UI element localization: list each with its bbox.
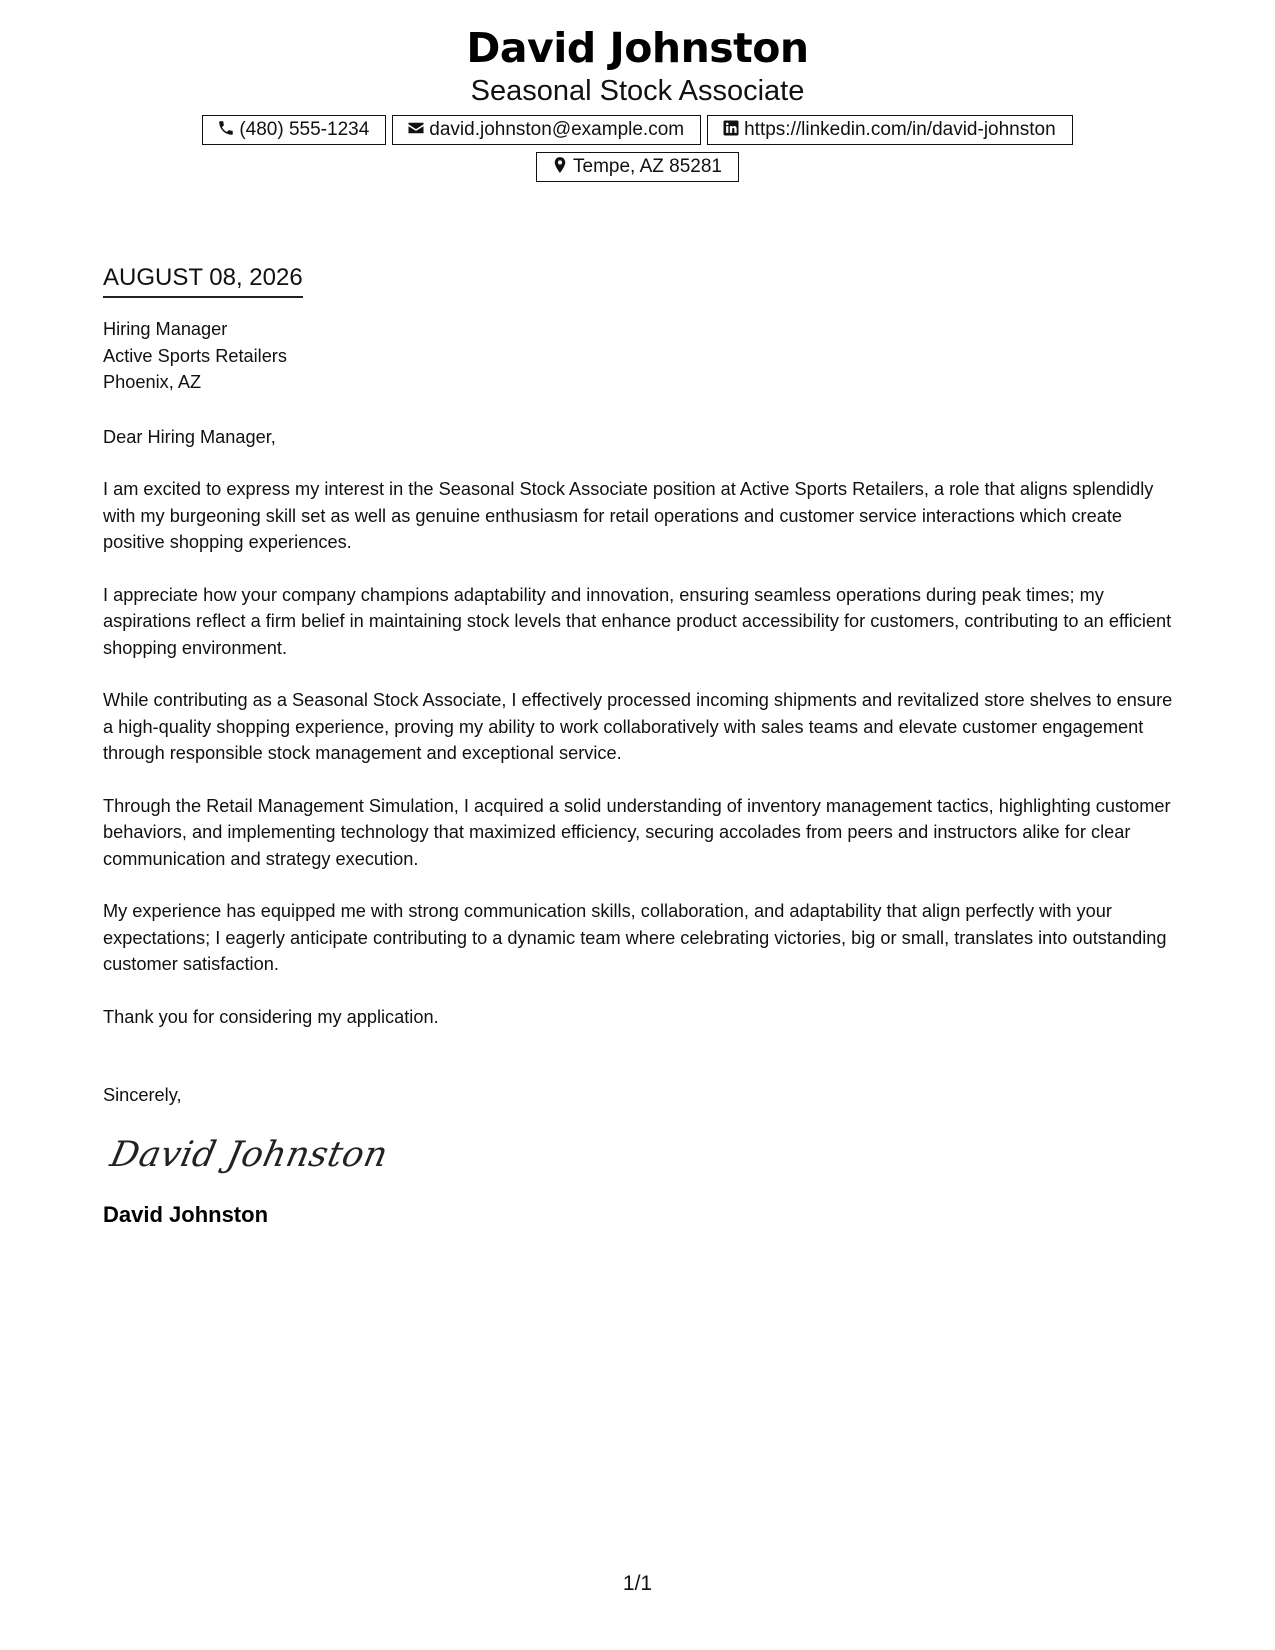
linkedin-chip[interactable] — [707, 115, 1073, 145]
location-text: Tempe, AZ 85281 — [573, 156, 722, 177]
handwritten-signature: David Johnston — [106, 1134, 392, 1175]
letter-body — [103, 262, 1183, 1229]
letter-header — [0, 22, 1275, 189]
email-text: david.johnston@example.com — [429, 119, 685, 140]
page-number: 1/1 — [622, 1572, 653, 1595]
linkedin-text: https://linkedin.com/in/david-johnston — [744, 119, 1056, 140]
letter-date: AUGUST 08, 2026 — [103, 262, 303, 298]
location-chip[interactable] — [536, 152, 739, 182]
email-chip[interactable] — [392, 115, 701, 145]
phone-icon — [217, 119, 235, 137]
phone-text: (480) 555-1234 — [239, 119, 370, 140]
closing-thanks: Thank you for considering my application. — [103, 1006, 439, 1027]
paragraph-5: My experience has equipped me with strong communication skills, collaboration, and adaptability that align perfectly with your expectations; I eagerly anticipate contributing to a dynamic team where celebrating victories, big or small, translates into outstanding customer satisfaction. — [103, 901, 1167, 974]
paragraph-4: Through the Retail Management Simulation, I acquired a solid understanding of inventory management tactics, highlighting customer behaviors, and implementing technology that maximized efficiency, securing accolades from peers and instructors alike for clear communication and strategy execution. — [103, 795, 1171, 869]
recipient-block — [103, 316, 1183, 396]
paragraph-2: I appreciate how your company champions adaptability and innovation, ensuring seamless operations during peak times; my aspirations reflect a firm belief in maintaining stock levels that enhance product accessibility for customers, contributing to an efficient shopping environment. — [103, 584, 1172, 658]
recipient-company: Active Sports Retailers — [103, 345, 287, 366]
contact-info — [0, 115, 1275, 182]
linkedin-icon — [722, 119, 740, 137]
applicant-name: David Johnston — [466, 24, 809, 72]
signoff: Sincerely, — [103, 1085, 182, 1105]
envelope-icon — [407, 119, 425, 137]
phone-chip[interactable] — [202, 115, 386, 145]
signer-name: David Johnston — [103, 1201, 269, 1227]
job-title: Seasonal Stock Associate — [470, 75, 805, 107]
paragraph-1: I am excited to express my interest in the Seasonal Stock Associate position at Active Sports Retailers, a role that aligns splendidly with my burgeoning skill set as well as genuine enthusiasm for retail operations and customer service interactions which create positive shopping experiences. — [103, 479, 1154, 552]
paragraph-3: While contributing as a Seasonal Stock Associate, I effectively processed incoming shipments and revitalized store shelves to ensure a high-quality shopping experience, proving my ability to work collaboratively with sales teams and elevate customer engagement through responsible stock management and exceptional service. — [103, 690, 1173, 763]
salutation: Dear Hiring Manager, — [103, 426, 276, 447]
recipient-location: Phoenix, AZ — [103, 372, 202, 392]
recipient-title: Hiring Manager — [103, 319, 228, 339]
map-marker-icon — [551, 156, 569, 174]
contact-row-1 — [0, 115, 1275, 145]
contact-row-2 — [0, 152, 1275, 182]
